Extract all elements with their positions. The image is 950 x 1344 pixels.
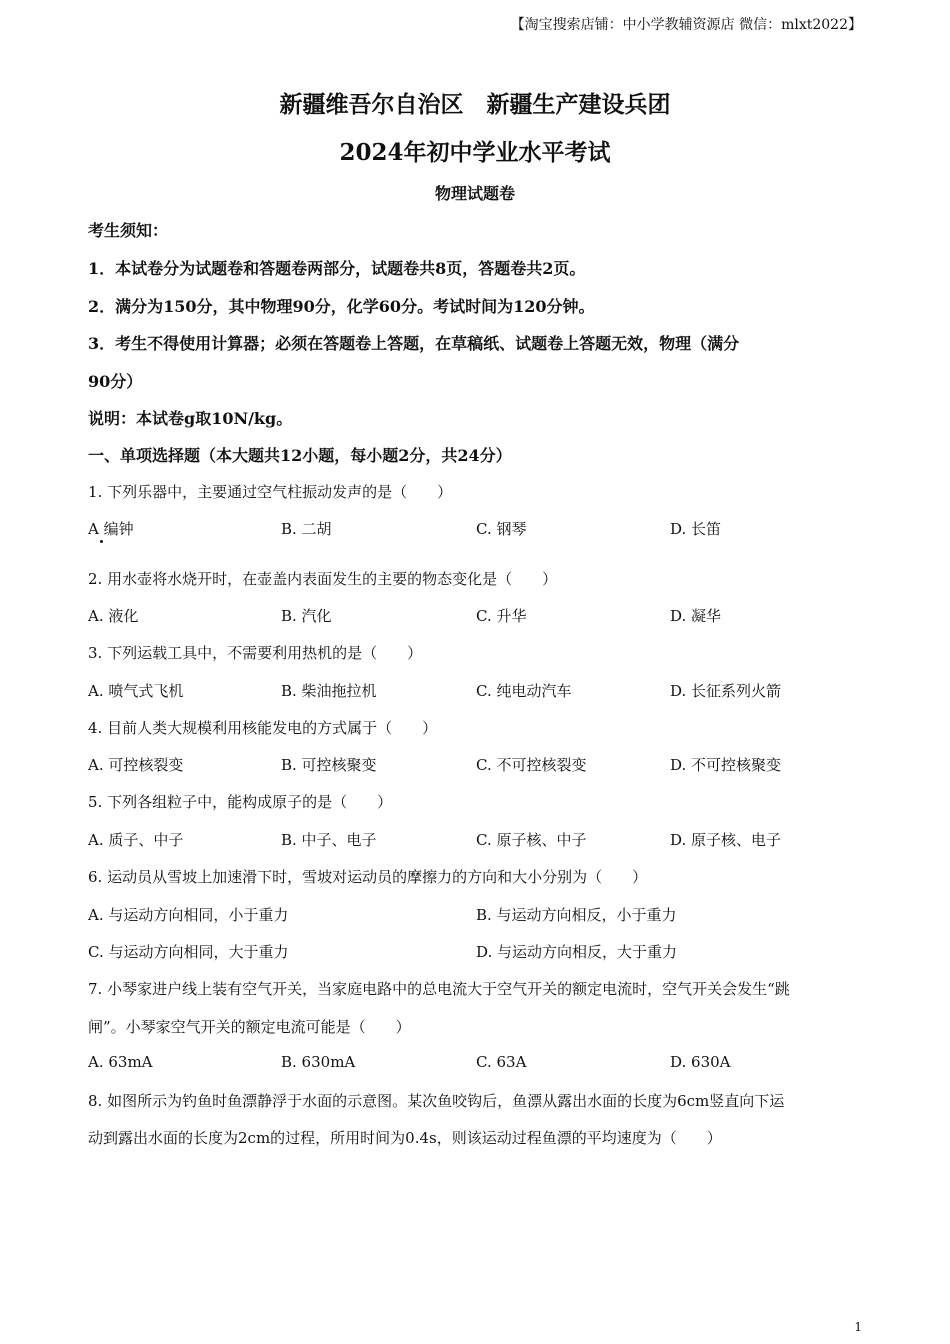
question-stem-line2: 闸”。小琴家空气开关的额定电流可能是（ ）	[88, 1018, 411, 1036]
page-number: 1	[854, 1320, 862, 1334]
question-stem: 1. 下列乐器中，主要通过空气柱振动发声的是（ ）	[88, 483, 453, 501]
section-heading: 一、单项选择题（本大题共12小题，每小题2分，共24分）	[88, 446, 512, 465]
option-c: C. 与运动方向相同，大于重力	[88, 943, 289, 961]
option-d: D. 与运动方向相反，大于重力	[476, 943, 678, 961]
option-a: A. 可控核裂变	[88, 756, 184, 774]
option-c: C. 钢琴	[476, 520, 527, 538]
option-d: D. 凝华	[670, 607, 722, 625]
option-a: A. 液化	[88, 607, 139, 625]
option-a: A. 喷气式飞机	[88, 682, 184, 700]
option-b: B. 中子、电子	[281, 831, 377, 849]
exam-title-region: 新疆维吾尔自治区 新疆生产建设兵团	[279, 91, 671, 118]
exam-subtitle: 物理试题卷	[434, 184, 515, 203]
option-c: C. 不可控核裂变	[476, 756, 587, 774]
notice-item-2: 2．满分为150分，其中物理90分，化学60分。考试时间为120分钟。	[88, 297, 595, 316]
option-b: B. 汽化	[281, 607, 332, 625]
question-stem: 4. 目前人类大规模利用核能发电的方式属于（ ）	[88, 719, 438, 737]
option-b: B. 二胡	[281, 520, 332, 538]
option-d: D. 原子核、电子	[670, 831, 782, 849]
question-stem-line1: 8. 如图所示为钓鱼时鱼漂静浮于水面的示意图。某次鱼咬钩后，鱼漂从露出水面的长度为6cm竖直向下运	[88, 1092, 785, 1110]
option-a: A. 与运动方向相同，小于重力	[88, 906, 289, 924]
option-a: A 编钟	[88, 520, 134, 538]
option-b: B. 柴油拖拉机	[281, 682, 377, 700]
question-stem-line2: 动到露出水面的长度为2cm的过程，所用时间为0.4s，则该运动过程鱼漂的平均速度为（ ）	[88, 1129, 722, 1147]
option-c: C. 原子核、中子	[476, 831, 587, 849]
option-d: D. 长笛	[670, 520, 722, 538]
option-b: B. 与运动方向相反，小于重力	[476, 906, 677, 924]
option-b: B. 可控核聚变	[281, 756, 377, 774]
option-c: C. 纯电动汽车	[476, 682, 572, 700]
option-d: D. 不可控核聚变	[670, 756, 782, 774]
option-c: C. 升华	[476, 607, 527, 625]
option-b: B. 630mA	[281, 1053, 356, 1071]
notice-item-1: 1．本试卷分为试题卷和答题卷两部分，试题卷共8页，答题卷共2页。	[88, 259, 586, 278]
notice-heading: 考生须知：	[88, 221, 169, 240]
dot-mark	[100, 540, 103, 543]
question-stem: 5. 下列各组粒子中，能构成原子的是（ ）	[88, 793, 393, 811]
question-stem: 2. 用水壶将水烧开时，在壶盖内表面发生的主要的物态变化是（ ）	[88, 570, 558, 588]
option-c: C. 63A	[476, 1053, 527, 1071]
notice-item-3-line1: 3．考生不得使用计算器；必须在答题卷上答题，在草稿纸、试题卷上答题无效，物理（满分	[88, 334, 740, 353]
watermark: 【淘宝搜索店铺：中小学教辅资源店 微信：mlxt2022】	[510, 17, 862, 33]
exam-title: 2024年初中学业水平考试	[339, 139, 611, 166]
option-d: D. 长征系列火箭	[670, 682, 782, 700]
notice-item-3-line2: 90分）	[88, 372, 143, 391]
question-stem-line1: 7. 小琴家进户线上装有空气开关，当家庭电路中的总电流大于空气开关的额定电流时，空气开关会发生“跳	[88, 980, 790, 998]
question-stem: 6. 运动员从雪坡上加速滑下时，雪坡对运动员的摩擦力的方向和大小分别为（ ）	[88, 868, 648, 886]
option-d: D. 630A	[670, 1053, 731, 1071]
notice-explain: 说明：本试卷g取10N/kg。	[88, 409, 293, 428]
option-a: A. 质子、中子	[88, 831, 184, 849]
option-a: A. 63mA	[88, 1053, 153, 1071]
question-stem: 3. 下列运载工具中，不需要利用热机的是（ ）	[88, 644, 423, 662]
